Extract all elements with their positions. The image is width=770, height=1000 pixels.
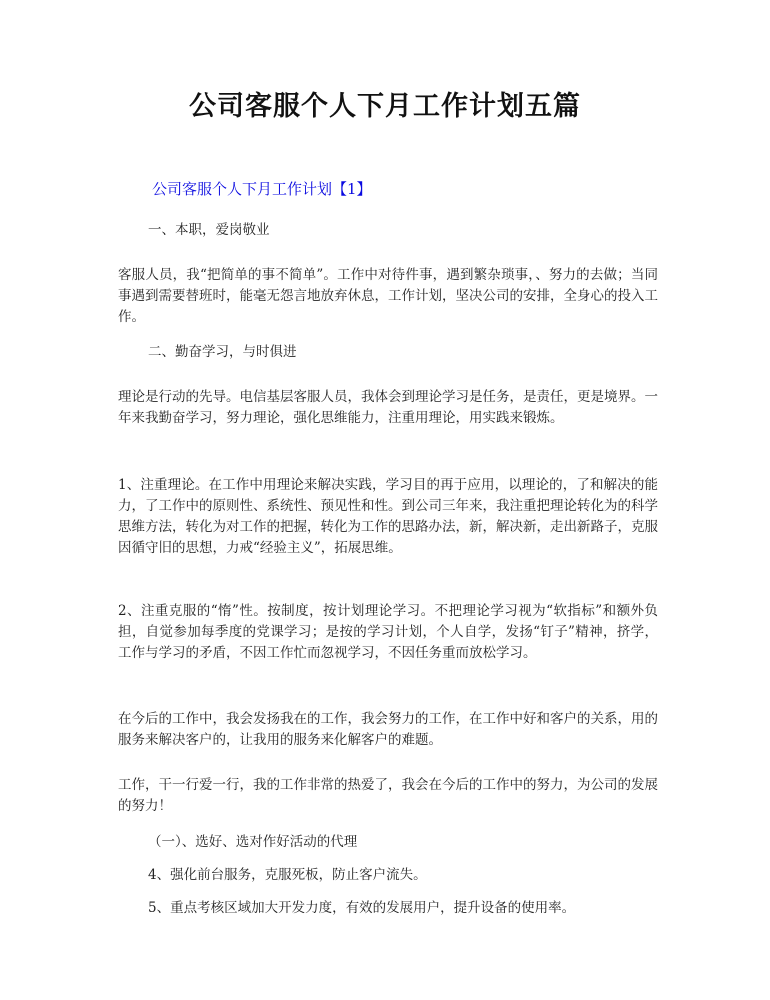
section-subtitle: 公司客服个人下月工作计划【1】	[152, 180, 372, 198]
paragraph-theory-focus: 1、注重理论。在工作中用理论来解决实践，学习目的再于应用，以理论的，了和解决的能力，了工作中的原则性、系统性、预见性和性。到公司三年来，我注重把理论转化为的科学思维方法，转化为对工作的把握，转化为工作的思路办法，新，解决新，走出新路子，克服因循守旧的思想，力戒“经验主义”，拓展思维。	[118, 477, 658, 556]
paragraph-love-work: 工作，干一行爱一行，我的工作非常的热爱了，我会在今后的工作中的努力，为公司的发展的努力！	[118, 777, 658, 814]
paragraph-overcome-laziness: 2、注重克服的“惰”性。按制度，按计划理论学习。不把理论学习视为“软指标”和额外负担，自觉参加每季度的党课学习；是按的学习计划，个人自学，发扬“钉子”精神，挤学，工作与学习的矛盾，不因工作忙而忽视学习，不因任务重而放松学习。	[118, 603, 658, 661]
paragraph-service-attitude: 客服人员，我“把简单的事不简单”。工作中对待件事，遇到繁杂琐事，、努力的去做；当同事遇到需要替班时，能毫无怨言地放弃休息，工作计划，坚决公司的安排，全身心的投入工作。	[118, 267, 658, 325]
document-title: 公司客服个人下月工作计划五篇	[189, 91, 581, 122]
heading-study: 二、勤奋学习，与时俱进	[148, 344, 297, 360]
list-item-key-area: 5、重点考核区域加大开发力度，有效的发展用户，提升设备的使用率。	[148, 900, 576, 916]
list-item-front-desk: 4、强化前台服务，克服死板，防止客户流失。	[148, 867, 427, 883]
paragraph-future-work: 在今后的工作中，我会发扬我在的工作，我会努力的工作，在工作中好和客户的关系，用的服务来解决客户的，让我用的服务来化解客户的难题。	[118, 711, 658, 748]
heading-dedication: 一、本职，爱岗敬业	[148, 222, 270, 238]
list-item-agent: （一）、选好、选对作好活动的代理	[148, 834, 358, 850]
paragraph-theory-guide: 理论是行动的先导。电信基层客服人员，我体会到理论学习是任务，是责任，更是境界。一年来我勤奋学习，努力理论，强化思维能力，注重用理论，用实践来锻炼。	[118, 389, 658, 426]
